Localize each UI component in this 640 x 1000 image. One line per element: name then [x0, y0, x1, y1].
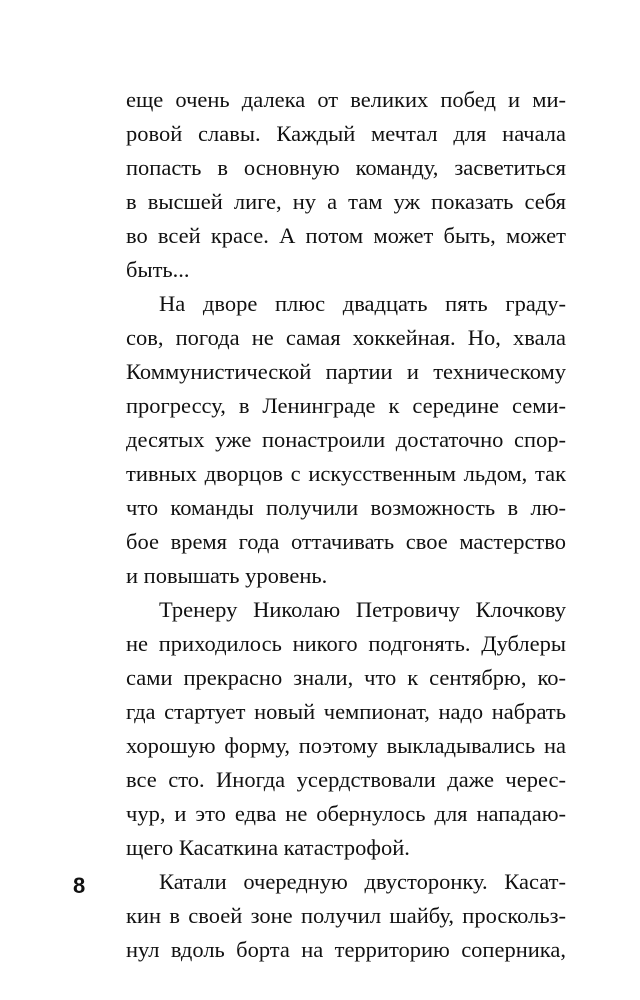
page-number: 8 [73, 873, 86, 898]
text-line: в высшей лиге, ну а там уж показать себя [126, 189, 566, 214]
text-line: сами прекрасно знали, что к сентябрю, ко- [126, 665, 566, 690]
text-line: десятых уже понастроили достаточно спор- [126, 427, 566, 452]
text-line: хорошую форму, поэтому выкладывались на [126, 733, 566, 758]
text-line: попасть в основную команду, засветиться [126, 155, 566, 180]
text-line: чур, и это едва не обернулось для нападаю- [126, 801, 566, 826]
text-line: быть... [126, 257, 190, 282]
text-line: не приходилось никого подгонять. Дублеры [126, 631, 566, 656]
text-line: тивных дворцов с искусственным льдом, так [126, 461, 566, 486]
text-line: гда стартует новый чемпионат, надо набрать [126, 699, 566, 724]
text-line: что команды получили возможность в лю- [126, 495, 566, 520]
body-text [126, 83, 566, 967]
text-line: Коммунистической партии и техническому [126, 359, 566, 384]
text-line: На дворе плюс двадцать пять граду- [159, 291, 566, 316]
text-line: Катали очередную двусторонку. Касат- [159, 869, 566, 894]
text-line: все сто. Иногда усердствовали даже черес- [126, 767, 566, 792]
text-line: еще очень далека от великих побед и ми- [126, 87, 566, 112]
text-line: кин в своей зоне получил шайбу, проскольз- [126, 903, 566, 928]
text-line: ровой славы. Каждый мечтал для начала [126, 121, 566, 146]
text-line: во всей красе. А потом может быть, может [126, 223, 566, 248]
text-line: сов, погода не самая хоккейная. Но, хвала [126, 325, 566, 350]
text-line: прогрессу, в Ленинграде к середине семи- [126, 393, 566, 418]
text-line: и повышать уровень. [126, 563, 328, 588]
text-line: Тренеру Николаю Петровичу Клочкову [159, 597, 566, 622]
text-line: щего Касаткина катастрофой. [126, 835, 410, 860]
text-line: нул вдоль борта на территорию соперника, [126, 937, 566, 962]
text-line: бое время года оттачивать свое мастерство [126, 529, 566, 554]
